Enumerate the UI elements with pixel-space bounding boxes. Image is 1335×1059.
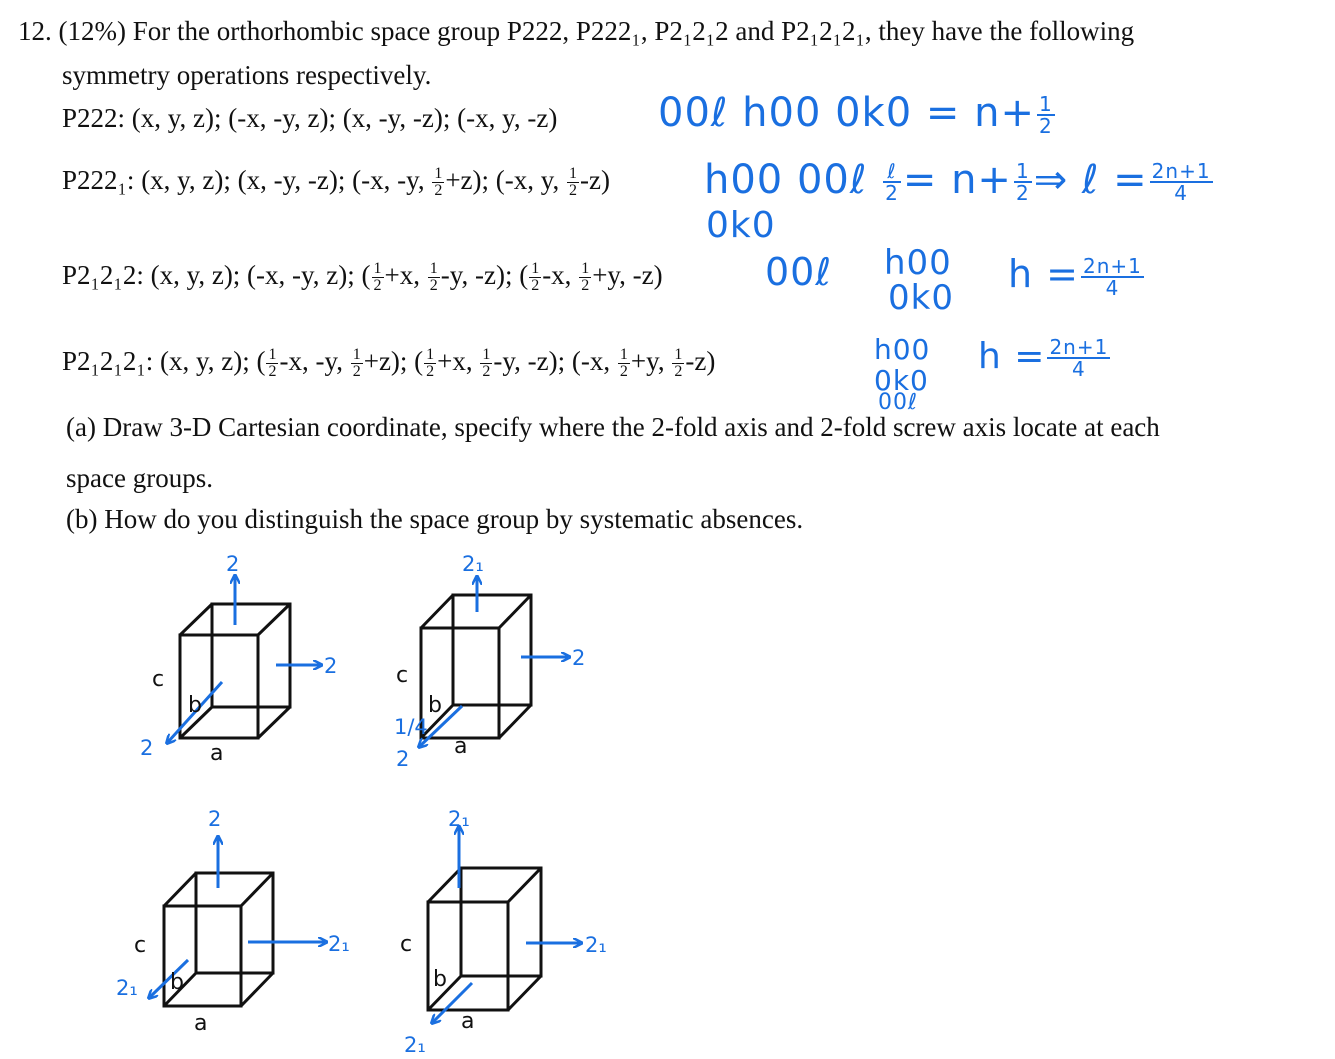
- label-a: a: [210, 741, 224, 766]
- group-label: P222:: [62, 103, 126, 133]
- cube-diagram-p2221: [394, 552, 585, 771]
- half-fraction: $\frac{1}{2}$: [619, 346, 628, 381]
- label-right-axis: 2: [324, 654, 338, 678]
- label-b: b: [188, 693, 202, 718]
- label-b: b: [170, 970, 184, 995]
- question-a-line-2: space groups.: [66, 463, 213, 493]
- problem-weight: (12%): [58, 16, 126, 46]
- problem-intro-line-2: symmetry operations respectively.: [62, 60, 432, 90]
- label-right-axis: 2₁: [585, 933, 607, 957]
- label-side-note: 1/4: [394, 715, 428, 739]
- half-fraction: $\frac{1}{2}$: [531, 260, 540, 295]
- group-row-p21212: P2₁2₁2: (x, y, z); (-x, -y, z); ( $\frac{1}{2}$ +x, $\frac{1}{2}$ -y, -z); ( $\frac{1}{2}$ -x, $\frac{1}{2}$ +y, -z): [62, 260, 663, 295]
- label-a: a: [461, 1009, 475, 1034]
- half-fraction: $\frac{1}{2}$: [569, 165, 578, 200]
- cube-diagram-p212121: [400, 807, 607, 1057]
- group-row-p2221: P222₁: (x, y, z); (x, -y, -z); (-x, -y, $\frac{1}{2}$ +z); (-x, y, $\frac{1}{2}$ -z): [62, 165, 610, 200]
- handwritten-fraction: $\frac{2n+1}{4}$: [1049, 335, 1109, 381]
- problem-number: 12.: [18, 16, 52, 46]
- label-front-axis: 2: [396, 747, 410, 771]
- group-ops: (x, y, z); (x, -y, -z); (-x, -y,: [141, 165, 432, 195]
- handwriting-row-4-00l: 00ℓ: [878, 390, 919, 415]
- handwritten-fraction: $\frac{2n+1}{4}$: [1151, 159, 1211, 205]
- half-fraction: $\frac{1}{2}$: [426, 346, 435, 381]
- cube-diagram-p21212: [116, 807, 350, 1036]
- handwriting-row-4-h00: h00: [874, 333, 931, 366]
- half-fraction: $\frac{1}{2}$: [482, 346, 491, 381]
- group-row-p212121: P2₁2₁2₁: (x, y, z); ( $\frac{1}{2}$ -x, -y, $\frac{1}{2}$ +z); ( $\frac{1}{2}$ +x, $\frac{1}{2}$ -y, -z); (-x, $\frac{1}{2}$ +y, $\frac{1}{2}$ -z): [62, 346, 716, 381]
- half-fraction: $\frac{1}{2}$: [352, 346, 361, 381]
- half-fraction: $\frac{1}{2}$: [429, 260, 438, 295]
- handwriting-row-4-0k0: 0k0: [874, 364, 929, 397]
- label-c: c: [400, 932, 413, 957]
- group-label: P222₁:: [62, 165, 135, 195]
- label-front-axis: 2: [140, 736, 154, 760]
- handwriting-row-4-eq: h = $\frac{2n+1}{4}$: [978, 335, 1109, 381]
- handwriting-row-3-h00: h00: [884, 243, 952, 283]
- handwriting-row-2-okd: 0k0: [706, 205, 776, 246]
- half-fraction: $\frac{1}{2}$: [268, 346, 277, 381]
- handwritten-fraction: $\frac{1}{2}$: [1015, 159, 1030, 205]
- handwriting-row-3-0k0: 0k0: [888, 278, 954, 318]
- label-a: a: [194, 1011, 208, 1036]
- label-front-axis: 2₁: [116, 976, 138, 1000]
- problem-intro-line-1: For the orthorhombic space group P222, P222₁, P2₁2₁2 and P2₁2₁2₁, they have the following: [132, 16, 1135, 46]
- cube-diagram-p222: [140, 552, 337, 766]
- question-a-line-1: (a) Draw 3-D Cartesian coordinate, specify where the 2-fold axis and 2-fold screw axis locate at each: [66, 412, 1160, 442]
- half-fraction: $\frac{1}{2}$: [373, 260, 382, 295]
- half-fraction: $\frac{1}{2}$: [434, 165, 443, 200]
- question-b: (b) How do you distinguish the space group by systematic absences.: [66, 504, 804, 534]
- half-fraction: $\frac{1}{2}$: [674, 346, 683, 381]
- handwriting-row-1: 00ℓ h00 0k0 = n+ $\frac{1}{2}$: [658, 90, 1053, 138]
- half-fraction: $\frac{1}{2}$: [581, 260, 590, 295]
- handwriting-row-2: h00 00ℓ $\frac{\text{ℓ}}{2}$ = n+ $\frac{1}{2}$ ⇒ ℓ = $\frac{2n+1}{4}$: [704, 157, 1211, 205]
- group-label: P2₁2₁2₁:: [62, 346, 154, 376]
- handwriting-row-3-001: 00ℓ: [765, 250, 833, 294]
- label-top-axis: 2₁: [462, 552, 484, 576]
- label-right-axis: 2: [572, 646, 586, 670]
- label-top-axis: 2₁: [448, 807, 470, 831]
- label-b: b: [428, 693, 442, 718]
- label-a: a: [454, 734, 468, 759]
- label-c: c: [152, 667, 165, 692]
- group-ops: (x, y, z); (-x, -y, z); (x, -y, -z); (-x, y, -z): [131, 103, 558, 133]
- label-front-axis: 2₁: [404, 1033, 426, 1057]
- handwritten-fraction: $\frac{\text{ℓ}}{2}$: [885, 159, 899, 205]
- handwriting-row-3-eq: h = $\frac{2n+1}{4}$: [1008, 252, 1142, 300]
- label-top-axis: 2: [226, 552, 240, 576]
- handwritten-fraction: $\frac{2n+1}{4}$: [1083, 253, 1142, 300]
- label-right-axis: 2₁: [328, 932, 350, 956]
- label-c: c: [134, 933, 147, 958]
- label-b: b: [433, 967, 447, 992]
- label-top-axis: 2: [208, 807, 222, 831]
- group-label: P2₁2₁2:: [62, 260, 144, 290]
- label-c: c: [396, 663, 409, 688]
- handwritten-fraction: $\frac{1}{2}$: [1038, 92, 1053, 138]
